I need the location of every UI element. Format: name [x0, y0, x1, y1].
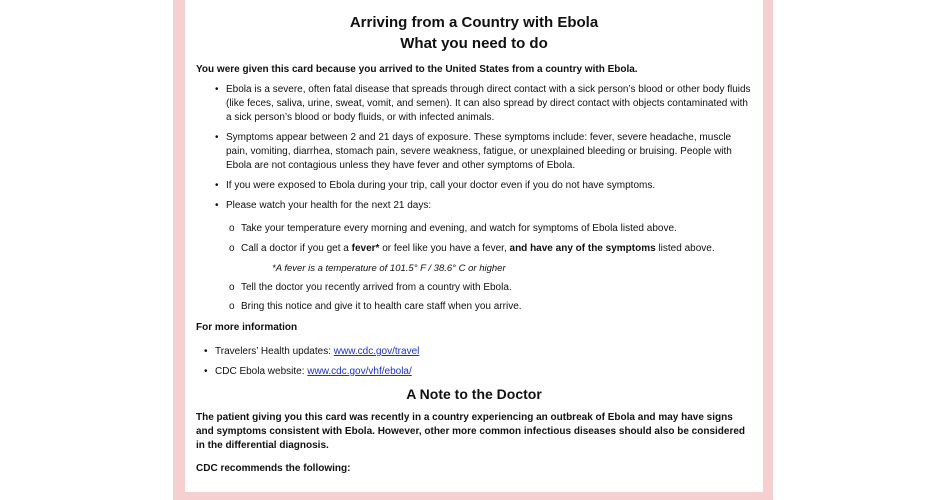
sub-item-text: Tell the doctor you recently arrived from a country with Ebola. — [241, 282, 512, 293]
bullet-text: Ebola is a severe, often fatal disease that spreads through direct contact with a sick person’s blood or other body fluids (like feces, saliva, urine, sweat, vomit, and semen). It can also spread by direct contact with objects contaminated with a sick person’s blood or body fluids, or with infected animals. — [226, 84, 751, 123]
sub-item-text: Take your temperature every morning and evening, and watch for symptoms of Ebola listed above. — [241, 223, 677, 234]
circle-bullet-icon: o — [229, 223, 235, 234]
list-item — [196, 179, 751, 193]
intro-text: You were given this card because you arrived to the United States from a country with Ebola. — [196, 64, 638, 75]
bullet-text: If you were exposed to Ebola during your trip, call your doctor even if you do not have symptoms. — [226, 180, 656, 191]
bullet-icon: • — [215, 84, 219, 95]
call-mid: or feel like you have a fever, — [379, 243, 510, 254]
main-bullet-list — [196, 83, 751, 213]
call-symptoms: and have any of the symptoms — [509, 243, 656, 254]
fever-definition: *A fever is a temperature of 101.5° F / 38.6° C or higher — [272, 263, 506, 274]
link-label: CDC Ebola website: — [215, 366, 308, 377]
sub-item-bring-notice — [229, 300, 749, 314]
sub-item-call-doctor — [229, 242, 749, 256]
more-info-heading: For more information — [196, 322, 298, 333]
call-fever: fever* — [351, 243, 380, 254]
call-suffix: listed above. — [655, 243, 715, 254]
link-label: Travelers’ Health updates: — [215, 346, 334, 357]
note-body: The patient giving you this card was recently in a country experiencing an outbreak of Ebola and may have signs and symptoms consistent with Ebola. However, other more common infectious diseases should also be considered in the differential diagnosis. — [196, 412, 746, 451]
sub-item-temperature — [229, 222, 749, 236]
list-item — [196, 131, 751, 173]
sub-item-text-wrap — [229, 242, 749, 256]
travel-link[interactable]: www.cdc.gov/travel — [333, 346, 420, 357]
call-prefix: Call a doctor if you get a — [241, 243, 352, 254]
sub-item-text: Bring this notice and give it to health care staff when you arrive. — [241, 301, 522, 312]
list-item — [196, 199, 751, 213]
bullet-text: Please watch your health for the next 21 days: — [226, 200, 432, 211]
link-item-travel — [204, 345, 420, 359]
bullet-icon: • — [204, 346, 208, 357]
ebola-link[interactable]: www.cdc.gov/vhf/ebola/ — [307, 366, 412, 377]
bullet-icon: • — [215, 200, 219, 211]
link-item-ebola — [204, 365, 412, 379]
list-item — [196, 83, 751, 125]
card-title: Arriving from a Country with Ebola — [349, 14, 599, 31]
cdc-recommends: CDC recommends the following: — [196, 463, 351, 474]
note-title: A Note to the Doctor — [406, 386, 542, 402]
bullet-icon: • — [204, 366, 208, 377]
bullet-text: Symptoms appear between 2 and 21 days of exposure. These symptoms include: fever, severe headache, muscle pain, vomiting, diarrhea, stomach pain, severe weakness, fatigue, or unexplained bleeding or bruising. People with Ebola are not contagious unless they have fever and other symptoms of Ebola. — [226, 132, 732, 171]
bullet-icon: • — [215, 132, 219, 143]
circle-bullet-icon: o — [229, 301, 235, 312]
sub-item-tell-doctor — [229, 281, 749, 295]
circle-bullet-icon: o — [229, 282, 235, 293]
card-subtitle: What you need to do — [400, 35, 548, 52]
bullet-icon: • — [215, 180, 219, 191]
circle-bullet-icon: o — [229, 243, 235, 254]
info-card — [185, 0, 763, 492]
